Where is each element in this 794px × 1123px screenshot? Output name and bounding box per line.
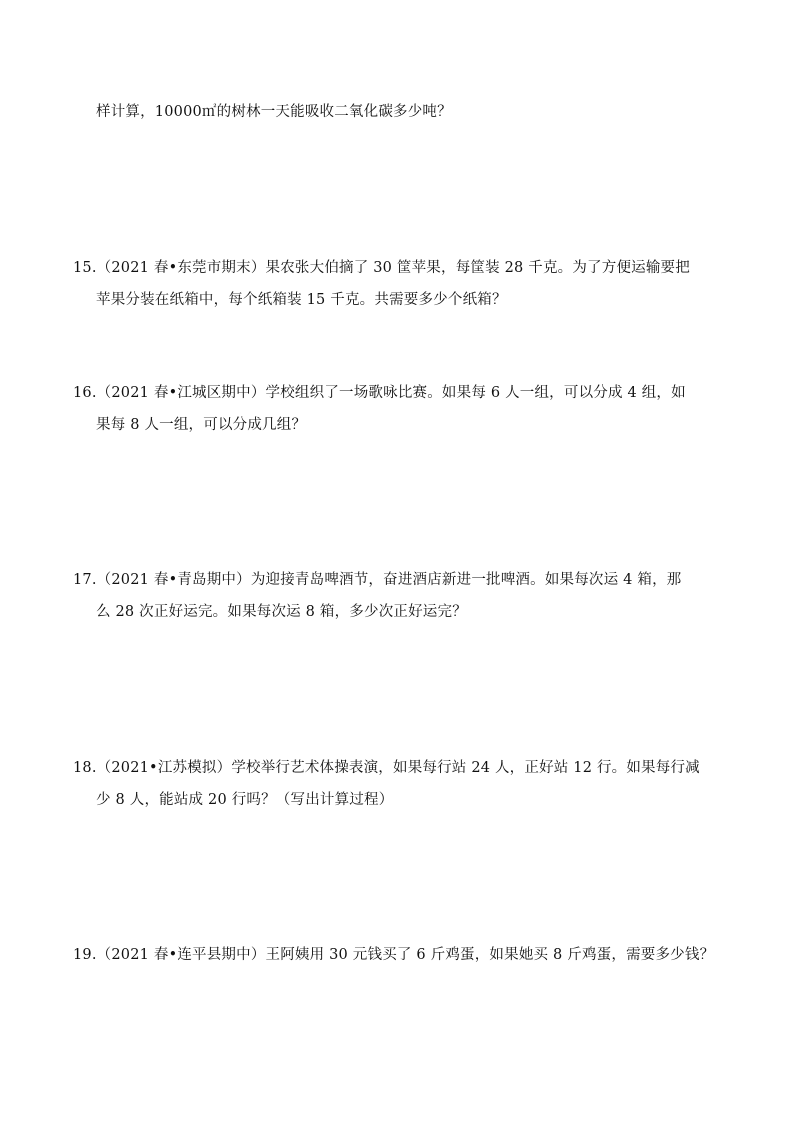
question-15 [73, 258, 733, 310]
question-16 [73, 383, 733, 435]
question-17-line-2: 么 28 次正好运完。如果每次运 8 箱，多少次正好运完？ [96, 604, 467, 620]
question-15-line-2: 苹果分装在纸箱中，每个纸箱装 15 千克。共需要多少个纸箱？ [96, 292, 507, 308]
question-16-line-1: 16.（2021 春•江城区期中）学校组织了一场歌咏比赛。如果每 6 人一组，可以分成 4 组，如 [73, 385, 686, 401]
question-15-line-1: 15.（2021 春•东莞市期末）果农张大伯摘了 30 筐苹果，每筐装 28 千克。为了方便运输要把 [73, 260, 690, 276]
question-18-line-1: 18.（2021•江苏模拟）学校举行艺术体操表演，如果每行站 24 人，正好站 12 行。如果每行减 [73, 760, 700, 776]
question-18 [73, 758, 733, 810]
question-19 [73, 945, 733, 965]
question-19-line-1: 19.（2021 春•连平县期中）王阿姨用 30 元钱买了 6 斤鸡蛋，如果她买 8 斤鸡蛋，需要多少钱？ [73, 947, 715, 963]
question-17-line-1: 17.（2021 春•青岛期中）为迎接青岛啤酒节，奋进酒店新进一批啤酒。如果每次运 4 箱，那 [73, 572, 682, 588]
question-16-line-2: 果每 8 人一组，可以分成几组？ [96, 417, 307, 433]
question-17 [73, 570, 733, 622]
question-14-continuation: 样计算，10000㎡的树林一天能吸收二氧化碳多少吨？ [96, 104, 452, 120]
question-18-line-2: 少 8 人，能站成 20 行吗？（写出计算过程） [96, 792, 394, 808]
